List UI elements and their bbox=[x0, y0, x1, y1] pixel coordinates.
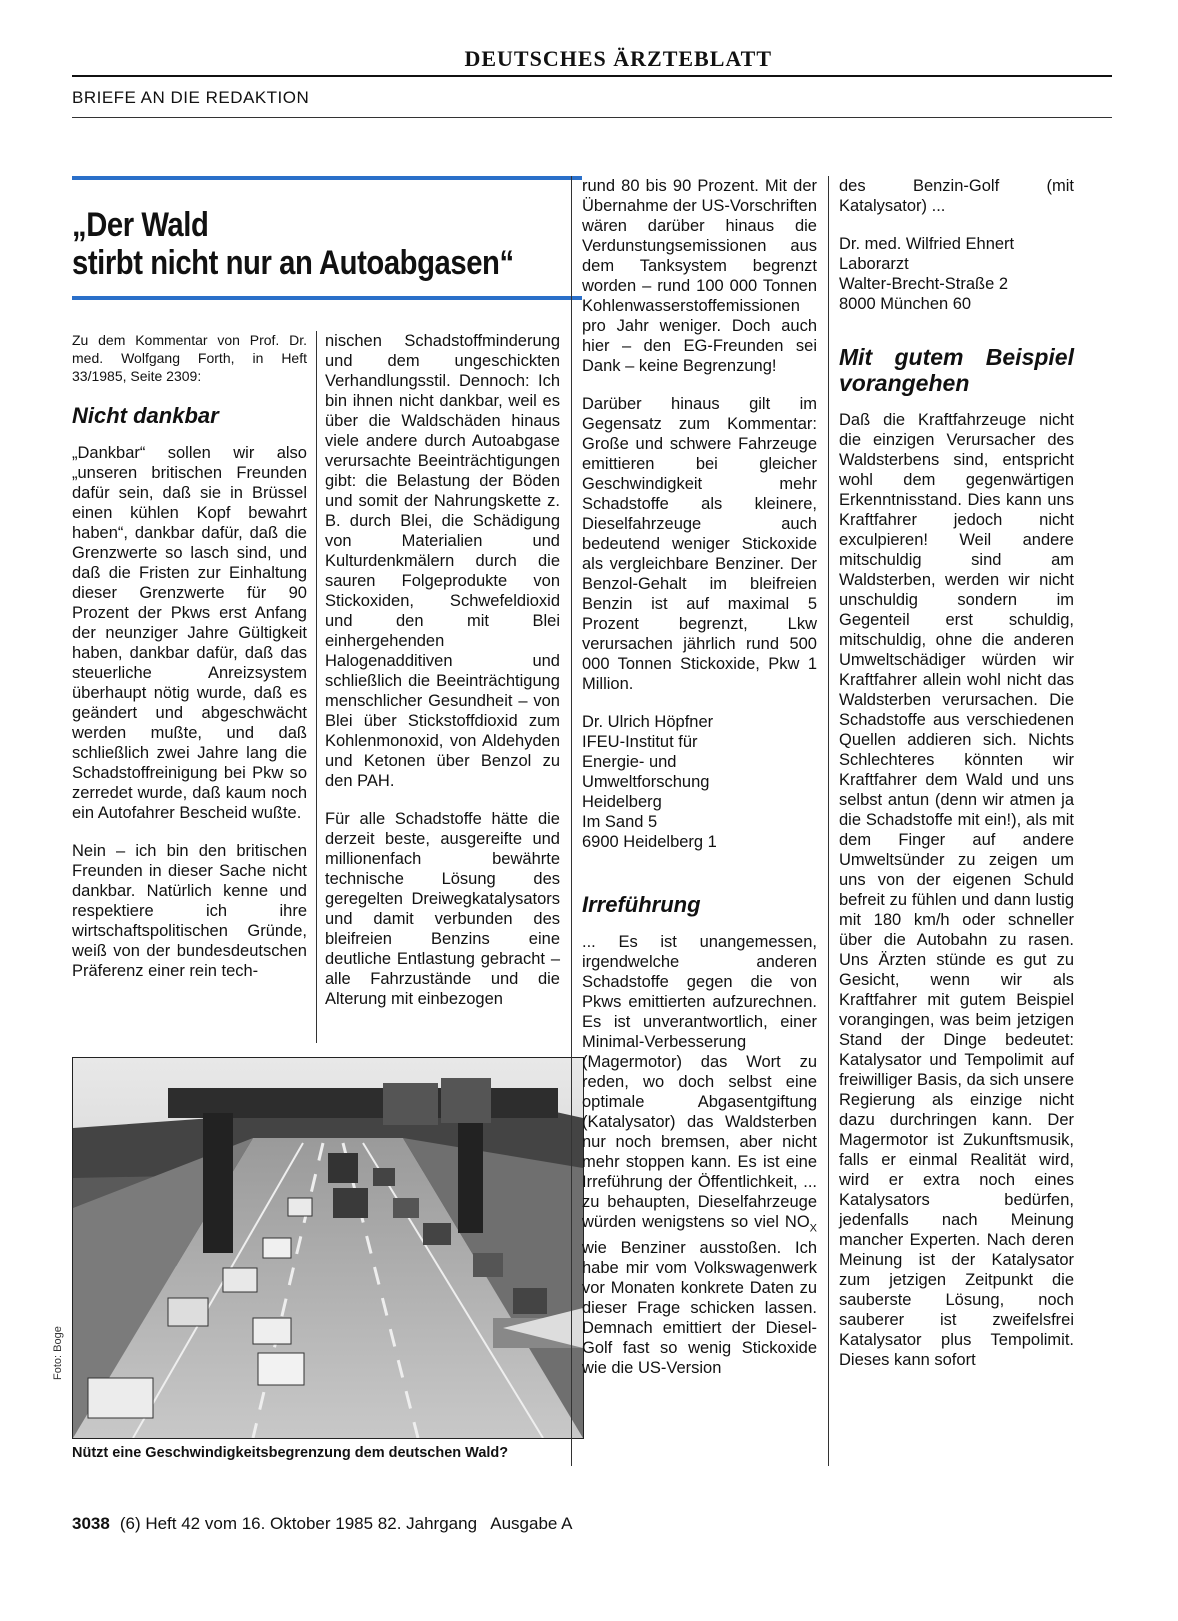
section-title: BRIEFE AN DIE REDAKTION bbox=[72, 88, 310, 107]
headline-top-rule bbox=[72, 176, 582, 180]
column-2 bbox=[325, 331, 560, 1027]
letter-1-paragraph: Für alle Schadstoffe hätte die derzeit beste, ausgereifte und millionenfach bewährte technische Lösung des geregelten Dreiwegkatalysators und damit verbunden des bleifreien Benzins eine deutliche Entlastung gebracht – alle Fahrzustände und die Alterung mit einbezogen bbox=[325, 810, 560, 1008]
column-divider bbox=[571, 176, 572, 1466]
letter-2-text: ... Es ist unangemessen, irgendwelche anderen Schadstoffe gegen die von Pkws emittierten aufzurechnen. Es ist unverantwortlich, einer Minimal-Verbesserung (Magermotor) das Wort zu reden, wo doch selbst eine optimale Abgasentgiftung (Katalysator) das Waldsterben nur noch bremsen, aber nicht mehr stoppen kann. Es ist eine Irreführung der Öffentlichkeit, ... zu behaupten, Dieselfahrzeuge würden wenigstens so viel NO bbox=[582, 933, 817, 1231]
column-4 bbox=[839, 176, 1074, 1388]
highway-photo bbox=[72, 1057, 584, 1439]
masthead: DEUTSCHES ÄRZTEBLATT bbox=[464, 46, 772, 71]
photo-credit: Foto: Boge bbox=[52, 1326, 64, 1380]
column-divider bbox=[828, 176, 829, 1466]
signature-line: Laborarzt bbox=[839, 255, 909, 273]
letter-2-text: wie Benziner ausstoßen. Ich habe mir vom Volkswagenwerk vor Monaten konkrete Daten zu dieser Frage schicken lassen. Demnach emittiert der Diesel-Golf fast so wenig Stickoxide wie die US-Version bbox=[582, 1239, 817, 1378]
headline-line-1: „Der Wald bbox=[72, 206, 209, 244]
nox-subscript: X bbox=[809, 1222, 817, 1235]
signature-line: Heidelberg bbox=[582, 793, 662, 811]
masthead-rule bbox=[72, 75, 1112, 77]
column-1 bbox=[72, 331, 307, 999]
signature-line: Dr. med. Wilfried Ehnert bbox=[839, 235, 1015, 253]
signature-line: Im Sand 5 bbox=[582, 813, 658, 831]
page-footer bbox=[72, 1514, 573, 1534]
headline-bottom-rule bbox=[72, 296, 582, 300]
section-rule bbox=[72, 117, 1112, 118]
letter-1-paragraph: „Dankbar“ sollen wir also „unseren britischen Freunden dafür sein, daß sie in Brüssel einen kühlen Kopf bewahrt haben“, dankbar dafür, daß die Grenzwerte so lasch sind, und daß die Fristen zur Einhaltung dieser Grenzwerte für 90 Prozent der Pkws erst Anfang der neunziger Jahre Gültigkeit haben, dankbar dafür, daß das steuerliche Anreizsystem überhaupt nötig wurde, daß es geändert und abgeschwächt werden mußte, und daß schließlich zwei Jahre lang die Schadstoffreinigung bei Pkw so zerredet wurde, daß kaum noch ein Autofahrer Bescheid wußte. bbox=[72, 444, 307, 822]
letter-2-paragraph bbox=[582, 932, 817, 1378]
signature-line: Walter-Brecht-Straße 2 bbox=[839, 275, 1009, 293]
letter-3-title: Mit gutem Beispiel vorangehen bbox=[839, 344, 1074, 396]
headline-line-2: stirbt nicht nur an Autoabgasen“ bbox=[72, 244, 514, 282]
letter-2-paragraph: des Benzin-Golf (mit Katalysator) ... bbox=[839, 177, 1074, 215]
headline bbox=[72, 206, 514, 282]
signature-line: 8000 München 60 bbox=[839, 295, 972, 313]
photo-caption: Nützt eine Geschwindigkeitsbegrenzung dem deutschen Wald? bbox=[72, 1445, 509, 1461]
letter-1-title: Nicht dankbar bbox=[72, 403, 219, 428]
signature-line: 6900 Heidelberg 1 bbox=[582, 833, 717, 851]
signature-line: IFEU-Institut für bbox=[582, 733, 698, 751]
page-number: 3038 bbox=[72, 1514, 110, 1533]
letter-2-title: Irreführung bbox=[582, 892, 701, 917]
column-3 bbox=[582, 176, 817, 1396]
letter-1-paragraph: rund 80 bis 90 Prozent. Mit der Übernahme der US-Vorschriften wären darüber hinaus die Verdunstungsemissionen aus dem Tanksystem begrenzt worden – rund 100 000 Tonnen Kohlenwasserstoffemissionen pro Jahr weniger. Doch auch hier – den EG-Freunden sei Dank – keine Begrenzung! bbox=[582, 177, 817, 375]
letter-3-paragraph: Daß die Kraftfahrzeuge nicht die einzigen Verursacher des Waldsterbens sind, entspricht wohl dem gegenwärtigen Erkenntnisstand. Dies kann uns Kraftfahrer jedoch nicht exculpieren! Weil andere mitschuldig sind am Waldsterben, werden wir nicht unschuldig sondern im Gegenteil erst schuldig, mitschuldig, ohne die anderen Umweltschädiger würden wir Kraftfahrer allein wohl nicht das Waldsterben verursachen. Die Schadstoffe aus verschiedenen Quellen addieren sich. Nichts Schlechteres könnten wir Kraftfahrer dem Wald und uns selbst antun (denn wir atmen ja die Schadstoffe mit ein!), als mit dem Finger auf andere Umweltsünder zu zeigen um uns von der eigenen Schuld befreit zu fühlen und dann lustig mit 180 km/h oder schneller über die Autobahn zu rasen. Uns Ärzten stünde es gut zu Gesicht, wenn wir als Kraftfahrer mit gutem Beispiel vorangingen, was beim jetzigen Stand der Dinge bedeutet: Katalysator und Tempolimit auf freiwilliger Basis, da sich unsere Regierung als einzige nicht dazu durchringen kann. Der Magermotor ist Zukunftsmusik, falls er einmal Realität wird, wird er extra noch eines Katalysators bedürfen, jedenfalls nach Meinung mancher Experten. Nach deren Meinung ist der Katalysator zum jetzigen Zeitpunkt die sauberste Lösung, noch sauberer ist zweifelsfrei Katalysator plus Tempolimit. Dieses kann sofort bbox=[839, 411, 1074, 1369]
column-divider bbox=[316, 331, 317, 1043]
intro-note: Zu dem Kommentar von Prof. Dr. med. Wolfgang Forth, in Heft 33/1985, Seite 2309: bbox=[72, 332, 307, 384]
signature-line: Dr. Ulrich Höpfner bbox=[582, 713, 714, 731]
signature-line: Umweltforschung bbox=[582, 773, 710, 791]
letter-2-signature bbox=[839, 234, 1074, 314]
highway-photo-image bbox=[73, 1058, 583, 1438]
letter-1-paragraph: nischen Schadstoffminderung und dem ungeschickten Verhandlungsstil. Dennoch: Ich bin ihnen nicht dankbar, weil es über die Waldschäden hinaus viele andere durch Autoabgase verursachte Beeinträchtigungen gibt: die Belastung der Böden und somit der Nahrungskette z. B. durch Blei, die Schädigung von Materialien und Kulturdenkmälern durch die sauren Folgeprodukte von Stickoxiden, Schwefeldioxid und den mit Blei einhergehenden Halogenadditiven und schließlich die Beeinträchtigung menschlicher Gesundheit – von Blei über Stickstoffdioxid zum Kohlenmonoxid, von Aldehyden und Ketonen über Benzol zu den PAH. bbox=[325, 332, 560, 790]
signature-line: Energie- und bbox=[582, 753, 677, 771]
issue-info: (6) Heft 42 vom 16. Oktober 1985 82. Jahrgang Ausgabe A bbox=[119, 1514, 573, 1533]
letter-1-paragraph: Darüber hinaus gilt im Gegensatz zum Kommentar: Große und schwere Fahrzeuge emittieren bei gleicher Geschwindigkeit mehr Schadstoffe als kleinere, Dieselfahrzeuge auch bedeutend weniger Stickoxide als vergleichbare Benziner. Der Benzol-Gehalt im bleifreien Benzin ist auf maximal 5 Prozent begrenzt, Lkw verursachen jährlich rund 500 000 Tonnen Stickoxide, Pkw 1 Million. bbox=[582, 395, 817, 693]
letter-1-paragraph: Nein – ich bin den britischen Freunden in dieser Sache nicht dankbar. Natürlich kenne und respektiere ich ihre wirtschaftspolitischen Gründe, weiß von der bundesdeutschen Präferenz einer rein tech- bbox=[72, 842, 307, 980]
letter-1-signature bbox=[582, 712, 817, 852]
